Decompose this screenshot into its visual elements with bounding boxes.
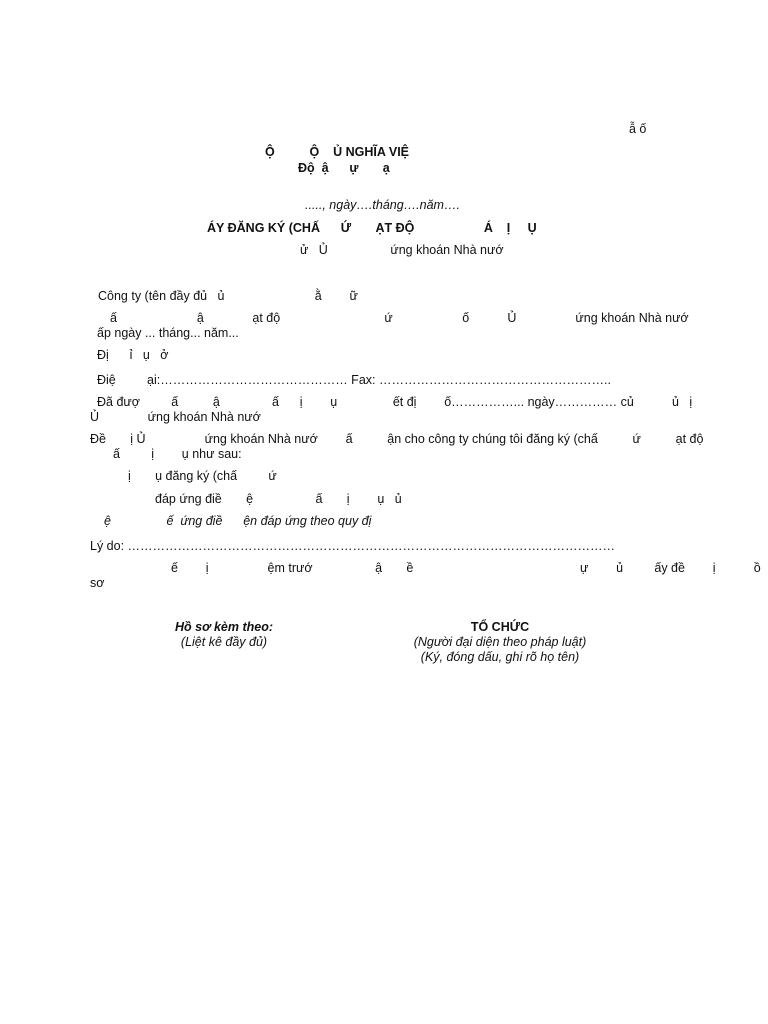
national-motto: Độ ậ ự ạ [298,161,390,175]
addressee: ử Ủ ứng khoán Nhà nướ [300,243,504,257]
conditions-met-line: đáp ứng điề ệ ấ ị ụ ủ [155,492,402,506]
address-line: Đị ỉ ụ ở [97,348,169,362]
signature-representative: (Người đại diện theo pháp luật) [413,635,587,649]
document-title: ÁY ĐĂNG KÝ (CHẤ Ứ ẠT ĐỘ Á Ị Ụ [207,221,537,235]
form-number: ẫ ố [629,122,647,136]
attachments-label: Hồ sơ kèm theo: [175,620,273,634]
reason-line: Lý do: ……………………………………………………………………………………………………… [90,539,616,553]
request-line-cont: ấ ị ụ như sau: [113,447,242,461]
commitment-line: ế ị ệm trướ ậ ề ự ủ ấy đề ị ồ [171,561,761,575]
approval-line-cont: Ủ ứng khoán Nhà nướ [90,410,261,424]
date-line: ....., ngày….tháng….năm…. [305,198,460,212]
registered-services-line: ị ụ đăng ký (chấ ứ [128,469,277,483]
conditions-not-met-line: ệ ế ứng điề ện đáp ứng theo quy đị [104,514,372,528]
commitment-line-cont: sơ [90,576,105,590]
attachments-note: (Liệt kê đầy đủ) [180,635,268,649]
license-line: ấ ậ ạt độ ứ ố Ủ ứng khoán Nhà nướ [110,311,689,325]
company-name-line: Công ty (tên đầy đủ ủ ằ ữ [98,289,358,303]
request-line: Đề ị Ủ ứng khoán Nhà nướ ấ ận cho công ty chúng tôi đăng ký (chấ ứ ạt độ [90,432,704,446]
signature-org: TỔ CHỨC [470,620,530,634]
phone-fax-line: Điệ ại:……………………………………… Fax: ……………………………………………….. [97,373,611,387]
license-date-line: ấp ngày ... tháng... năm... [97,326,239,340]
approval-line: Đã đượ ấ ậ ấ ị ụ ết đị ố……………... ngày…………… củ ủ ị [97,395,693,409]
national-name: Ộ Ộ Ủ NGHĨA VIỆ [265,145,410,159]
signature-instructions: (Ký, đóng dấu, ghi rõ họ tên) [420,650,580,664]
